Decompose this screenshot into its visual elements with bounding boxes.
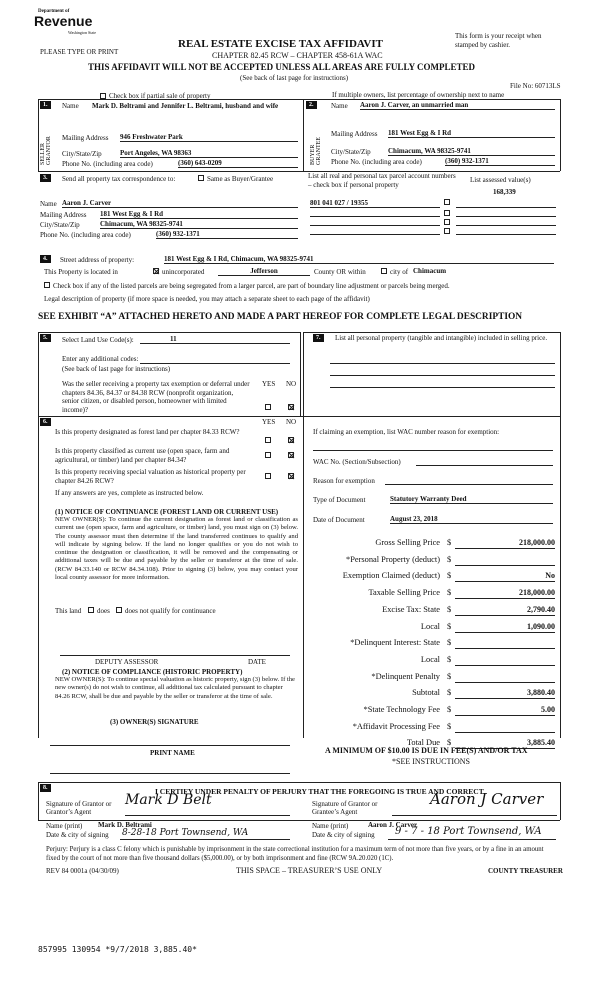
form-chapter: CHAPTER 82.45 RCW – CHAPTER 458-61A WAC [212, 51, 383, 60]
s5-yes-header: YES [262, 380, 276, 388]
buyer-name-value[interactable]: Aaron J. Carver, an unmarried man [360, 101, 555, 110]
section-5-number: 5. [40, 334, 51, 342]
same-as-buyer-label: Same as Buyer/Grantee [207, 175, 274, 183]
grantor-name-value[interactable]: Mark D. Beltrami [98, 821, 152, 829]
forest-yes-checkbox[interactable] [265, 437, 271, 443]
buyer-name-label: Name [331, 102, 348, 110]
does-not-checkbox[interactable] [116, 607, 122, 613]
tax-row-value[interactable]: 218,000.00 [455, 588, 555, 599]
partial-sale-label: Check box if partial sale of property [109, 92, 211, 100]
land-use-value[interactable]: 11 [140, 335, 290, 344]
legal-description-label: Legal description of property (if more space is needed, you may attach a separate sheet to each page of the affidavit) [44, 295, 370, 303]
s6-no-header: NO [286, 418, 297, 426]
tax-row-label: Exemption Claimed (deduct) [342, 571, 440, 581]
city-checkbox[interactable] [381, 268, 387, 274]
seller-mailing-value[interactable]: 946 Freshwater Park [120, 133, 298, 142]
tax-row-dollar: $ [447, 571, 452, 581]
city-of-label: city of [390, 268, 409, 276]
doc-type-label: Type of Document [313, 496, 366, 504]
tax-row-dollar: $ [447, 554, 452, 564]
segregated-label: Check box if any of the listed parcels are being segregated from a larger parcel, are part of boundary line adjustment or parcels being merged. [53, 282, 450, 290]
assessor-date-label: DATE [248, 658, 266, 666]
section-2-number: 2. [306, 101, 317, 109]
tax-row-label: Gross Selling Price [375, 538, 440, 547]
minimum-fee-note: A MINIMUM OF $10.00 IS DUE IN FEE(S) AND/OR TAX [325, 746, 528, 755]
historic-question: Is this property receiving special valuation as historical property per chapter 84.26 RCW? [55, 468, 246, 485]
personal-property-label: List all personal property (tangible and intangible) included in selling price. [335, 334, 548, 342]
city-value[interactable]: Chimacum [413, 267, 447, 275]
deputy-assessor-label: DEPUTY ASSESSOR [95, 658, 159, 666]
segregated-checkbox[interactable] [44, 282, 50, 288]
this-land-label: This land [55, 607, 82, 615]
correspondence-label: Send all property tax correspondence to: [62, 175, 176, 183]
tax-row-value[interactable]: 3,885.40 [455, 738, 555, 749]
s5-no-header: NO [286, 380, 297, 388]
grantee-date-value[interactable]: 9 - 7 - 18 Port Townsend, WA [395, 826, 542, 837]
county-treasurer-label: COUNTY TREASURER [488, 867, 563, 875]
does-label: does [97, 607, 110, 615]
s3-mailing-value[interactable]: 181 West Egg & I Rd [100, 210, 298, 219]
s3-mailing-label: Mailing Address [40, 211, 87, 219]
s5-see-back: (See back of last page for instructions) [62, 365, 171, 373]
please-type: PLEASE TYPE OR PRINT [40, 48, 119, 56]
exemption-yes-checkbox[interactable] [265, 404, 271, 410]
form-warning: THIS AFFIDAVIT WILL NOT BE ACCEPTED UNLESS ALL AREAS ARE FULLY COMPLETED [88, 62, 476, 72]
tax-row-value[interactable]: No [455, 571, 555, 582]
reason-label: Reason for exemption [313, 477, 375, 485]
tax-row-dollar: $ [447, 671, 452, 681]
tax-row-dollar: $ [447, 738, 452, 748]
s3-city-value[interactable]: Chimacum, WA 98325-9741 [100, 220, 298, 229]
same-as-buyer-checkbox[interactable] [198, 175, 204, 181]
parcel-number[interactable]: 801 041 027 / 19355 [310, 199, 440, 208]
buyer-phone-value[interactable]: (360) 932-1371 [445, 157, 555, 166]
tax-row-dollar: $ [447, 638, 452, 648]
buyer-phone-label: Phone No. (including area code) [331, 158, 422, 166]
print-name-label: PRINT NAME [150, 749, 195, 757]
section-6-number: 6. [40, 418, 51, 426]
doc-date-label: Date of Document [313, 516, 365, 524]
file-number: File No: 60713LS [510, 82, 561, 90]
section-1-number: 1. [40, 101, 51, 109]
owner-signature-label: (3) OWNER(S) SIGNATURE [110, 718, 199, 726]
section-7-number: 7. [313, 334, 324, 342]
notice2-title: (2) NOTICE OF COMPLIANCE (HISTORIC PROPERTY) [62, 668, 243, 676]
tax-row-label: *Delinquent Interest: State [350, 638, 440, 648]
seller-city-label: City/State/Zip [62, 150, 102, 158]
tax-row-dollar: $ [447, 538, 452, 547]
s3-phone-label: Phone No. (including area code) [40, 231, 131, 239]
s3-phone-value[interactable]: (360) 932-1371 [156, 230, 298, 239]
tax-row-value[interactable] [455, 638, 555, 649]
tax-row-value[interactable]: 5.00 [455, 705, 555, 716]
tax-row-value[interactable]: 218,000.00 [455, 538, 555, 549]
tax-row-value[interactable] [455, 655, 555, 666]
additional-codes-label: Enter any additional codes: [62, 355, 139, 363]
seller-phone-label: Phone No. (including area code) [62, 160, 153, 168]
see-instructions: *SEE INSTRUCTIONS [392, 757, 471, 766]
answers-yes-note: If any answers are yes, complete as instructed below. [55, 489, 204, 497]
see-back: (See back of last page for instructions) [240, 74, 349, 82]
section-8-number: 8. [40, 784, 51, 792]
multiple-owners-note: If multiple owners, list percentage of ownership next to name [332, 91, 505, 99]
treasurer-space: THIS SPACE – TREASURER’S USE ONLY [236, 866, 383, 875]
personal-property-checkbox-1[interactable] [444, 199, 450, 205]
exhibit-note: SEE EXHIBIT “A” ATTACHED HERETO AND MADE A PART HEREOF FOR COMPLETE LEGAL DESCRIPTION [38, 312, 523, 322]
tax-row-dollar: $ [447, 654, 452, 664]
s3-name-label: Name [40, 200, 57, 208]
dept-label: Department of [38, 9, 70, 14]
tax-row-label: Total Due [406, 738, 440, 748]
unincorporated-checkbox[interactable] [153, 268, 159, 274]
tax-row-label: *Delinquent Penalty [371, 671, 440, 681]
tax-row-value[interactable] [455, 672, 555, 683]
tax-row-label: *Affidavit Processing Fee [352, 721, 440, 731]
buyer-side-label: BUYER GRANTEE [310, 137, 322, 165]
personal-property-checkbox-2[interactable] [444, 210, 450, 216]
does-not-label: does not qualify for continuance [125, 607, 216, 615]
historic-yes-checkbox[interactable] [265, 473, 271, 479]
s3-name-value[interactable]: Aaron J. Carver [62, 199, 298, 208]
grantee-date-label: Date & city of signing [312, 831, 375, 839]
tax-row-label: *Personal Property (deduct) [346, 554, 440, 564]
located-in-label: This Property is located in [44, 268, 118, 276]
notice2-body: NEW OWNER(S): To continue special valuation as historic property, sign (3) below. If the new owner(s) do not wish to continue, all additional tax calculated pursuant to chapter 84.26 RCW, shall be due and payable by the seller or transferor at the time of sale. [55, 676, 295, 700]
exemption-question: Was the seller receiving a property tax exemption or deferral under chapters 84.36, 84.37 or 84.38 RCW (nonprofit organization, senior citizen, or disabled person, homeowner with limited income)? [62, 380, 250, 414]
tax-row-label: Local [420, 621, 440, 631]
grantee-name-value[interactable]: Aaron J. Carver [368, 821, 418, 829]
does-checkbox[interactable] [88, 607, 94, 613]
buyer-city-value[interactable]: Chimacum, WA 98325-9741 [388, 147, 555, 156]
current-use-no-checkbox[interactable] [288, 452, 294, 458]
doc-date-value[interactable]: August 23, 2018 [390, 515, 553, 524]
seller-name-value[interactable]: Mark D. Beltrami and Jennifer L. Beltrami, husband and wife [92, 102, 279, 110]
tax-row-value[interactable]: 1,090.00 [455, 622, 555, 633]
section-3-number: 3. [40, 174, 51, 182]
county-value[interactable]: Jefferson [218, 267, 310, 276]
assessed-value[interactable]: 168,339 [493, 188, 516, 196]
tax-row-value[interactable] [455, 555, 555, 566]
county-or-label: County OR within [314, 268, 366, 276]
buyer-mailing-label: Mailing Address [331, 130, 378, 138]
buyer-city-label: City/State/Zip [331, 148, 371, 156]
street-value[interactable]: 181 West Egg & I Rd, Chimacum, WA 98325-9741 [164, 255, 554, 264]
grantor-date-value[interactable]: 8-28-18 Port Townsend, WA [122, 828, 249, 838]
grantee-signature[interactable]: Aaron J Carver [430, 790, 544, 808]
form-revision: REV 84 0001a (04/30/09) [46, 867, 119, 875]
exemption-claim-label: If claiming an exemption, list WAC number reason for exemption: [313, 428, 500, 436]
s3-city-label: City/State/Zip [40, 221, 80, 229]
perjury-notice: Perjury: Perjury is a class C felony which is punishable by imprisonment in the state correctional institution for a maximum term of not more than five years, or by a fine in an amount fixed by the court of not more than five thousand dollars ($5,000.00), or by both imprisonment and fine (RCW 9A.20.020 (1C). [46, 846, 544, 862]
street-label: Street address of property: [60, 256, 135, 264]
seller-phone-value[interactable]: (360) 643-0209 [178, 159, 298, 168]
tax-row-label: Taxable Selling Price [368, 588, 440, 598]
tax-row-label: Local [420, 654, 440, 664]
doc-type-value[interactable]: Statutory Warranty Deed [390, 495, 553, 504]
seller-side-label: SELLER GRANTOR [40, 136, 52, 165]
tax-row-dollar: $ [447, 688, 452, 698]
s6-yes-header: YES [262, 418, 276, 426]
grantor-date-label: Date & city of signing [46, 831, 109, 839]
current-use-yes-checkbox[interactable] [265, 452, 271, 458]
seller-city-value[interactable]: Port Angeles, WA 98363 [120, 149, 298, 158]
forest-question: Is this property designated as forest land per chapter 84.33 RCW? [55, 428, 240, 436]
tax-row-dollar: $ [447, 588, 452, 598]
notice1-title: (1) NOTICE OF CONTINUANCE (FOREST LAND OR CURRENT USE) [55, 508, 279, 516]
parcel-header: List all real and personal tax parcel account numbers – check box if personal property [308, 172, 456, 189]
unincorporated-label: unincorporated [162, 268, 205, 276]
forest-no-checkbox[interactable] [288, 437, 294, 443]
grantor-signature[interactable]: Mark D Belt [125, 792, 212, 808]
personal-property-checkbox-4[interactable] [444, 228, 450, 234]
tax-row-label: Excise Tax: State [382, 604, 440, 614]
grantee-sig-label: Signature of Grantor or Grantee’s Agent [312, 800, 378, 816]
grantee-name-label: Name (print) [312, 822, 349, 830]
tax-row-label: *State Technology Fee [363, 705, 440, 714]
certify-statement: I CERTIFY UNDER PENALTY OF PERJURY THAT THE FOREGOING IS TRUE AND CORRECT [155, 787, 484, 796]
tax-row-value[interactable]: 2,790.40 [455, 605, 555, 616]
tax-row-label: Subtotal [412, 688, 440, 698]
notice1-body: NEW OWNER(S): To continue the current designation as forest land or classification as current use (open space, farm and agriculture, or timber) land, you must sign on (3) below. The county assessor must then determine if the land transferred continues to qualify and will indicate by signing below. If the land no longer qualifies or you do not wish to continue the designation or classification, it will be removed and the compensating or additional taxes will be due and payable by the seller or transferor at the time of sale. (RCW 84.33.140 or RCW 84.34.108). Prior to signing (3) below, you may contact your local county assessor for more information. [55, 516, 298, 582]
land-use-label: Select Land Use Code(s): [62, 336, 134, 344]
grantor-sig-label: Signature of Grantor or Grantor’s Agent [46, 800, 112, 816]
current-use-question: Is this property classified as current use (open space, farm and agricultural, or timber) land per chapter 84.34? [55, 447, 230, 464]
section-4-number: 4. [40, 255, 51, 263]
tax-row-dollar: $ [447, 705, 452, 714]
payment-stamp: 857995 130954 *9/7/2018 3,885.40* [38, 945, 197, 954]
assessed-header: List assessed value(s) [470, 176, 531, 184]
historic-no-checkbox[interactable] [288, 473, 294, 479]
tax-row-dollar: $ [447, 604, 452, 614]
revenue-logo: Revenue [34, 13, 93, 29]
receipt-note: This form is your receipt when stamped by cashier. [455, 32, 542, 49]
tax-row-value[interactable]: 3,880.40 [455, 688, 555, 699]
grantor-name-label: Name (print) [46, 822, 83, 830]
personal-property-checkbox-3[interactable] [444, 219, 450, 225]
tax-row-dollar: $ [447, 721, 452, 731]
exemption-no-checkbox[interactable] [288, 404, 294, 410]
tax-row-dollar: $ [447, 621, 452, 631]
buyer-mailing-value[interactable]: 181 West Egg & I Rd [388, 129, 555, 138]
state-label: Washington State [68, 30, 97, 35]
form-title: REAL ESTATE EXCISE TAX AFFIDAVIT [178, 38, 383, 50]
seller-name-label: Name [62, 102, 79, 110]
wac-no-label: WAC No. (Section/Subsection) [313, 458, 401, 466]
tax-row-value[interactable] [455, 722, 555, 733]
seller-mailing-label: Mailing Address [62, 134, 109, 142]
